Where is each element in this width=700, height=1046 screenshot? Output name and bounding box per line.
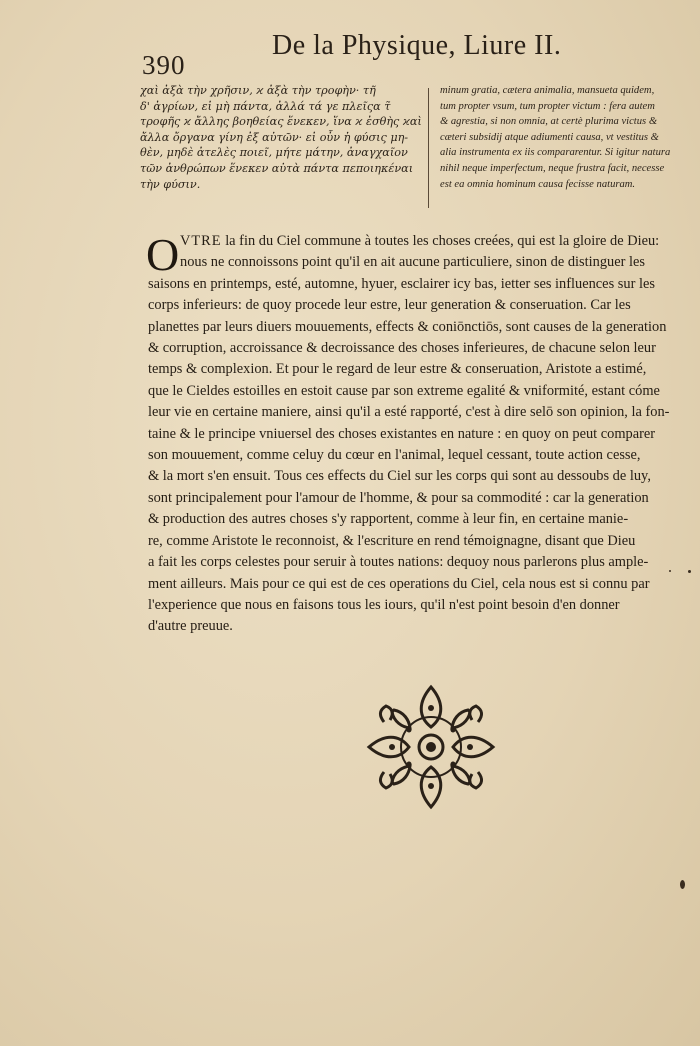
page-number: 390 <box>142 50 186 80</box>
main-line: corps inferieurs: de quoy procede leur estre, leur generation & conseruation. Car les <box>148 297 631 314</box>
main-line: que le Cieldes estoilles en estoit cause par son extreme egalité & vniformité, estant cóme <box>148 382 660 399</box>
greek-line: χαὶ ἀξὰ τὴν χρῆσιν, ϰ ἀξὰ τὴν τροφὴν· τῆ <box>140 84 376 97</box>
greek-line: θὲν, μηδὲ ἀτελὲς ποιεῖ, μήτε μάτην, ἀναγχαῖον <box>140 146 408 160</box>
latin-column <box>440 83 695 192</box>
main-line: temps & complexion. Et pour le regard de leur estre & conseruation, Aristote a estimé, <box>148 361 647 378</box>
main-line-text: la fin du Ciel commune à toutes les choses creées, qui est la gloire de Dieu: <box>225 233 660 249</box>
main-line: & la mort s'en ensuit. Tous ces effects du Ciel sur les corps qui sont au dessoubs de luy, <box>148 468 651 485</box>
latin-line: nihil neque imperfectum, neque frustra facit, necesse <box>440 162 665 174</box>
latin-line: est ea omnia hominum causa fecisse naturam. <box>440 178 636 190</box>
greek-line: δ' ἀγρίων, εἰ μὴ πάντα, ἀλλά τά γε πλεῖςα τ̃ <box>140 99 391 113</box>
main-line: sont principalement pour l'amour de l'homme, & pour sa commodité : car la generation <box>148 489 649 506</box>
main-line: leur vie en certaine maniere, ainsi qu'il a esté rapporté, c'est à dire selō son opinion, la fon- <box>148 404 670 421</box>
latin-line: alia instrumenta ex iis compararentur. Si igitur natura <box>440 147 671 159</box>
main-line: a fait les corps celestes pour seruir à toutes nations: dequoy nous parlerons plus ample- <box>148 554 649 571</box>
main-line: nous ne connoissons point qu'il en ait aucune particuliere, sinon de distinguer les <box>180 254 645 271</box>
main-paragraph <box>148 231 693 638</box>
first-word: VTRE <box>180 233 222 249</box>
main-line: re, comme Aristote le reconnoist, & l'escriture en rend témoignagne, disant que Dieu <box>148 532 636 549</box>
main-line: saisons en printemps, esté, automne, hyuer, esclairer icy bas, ietter ses influences sur les <box>148 275 655 292</box>
main-line: ment ailleurs. Mais pour ce qui est de ces operations du Ciel, cela nous est si connu par <box>148 575 650 592</box>
ink-speck <box>680 880 685 889</box>
main-line: taine & le principe vniuersel des choses existantes en nature : en quoy on peut comparer <box>148 425 656 442</box>
ink-speck <box>688 570 691 573</box>
latin-line: tum propter vsum, tum propter victum : fera autem <box>440 100 655 112</box>
greek-line: τὴν φύσιν. <box>140 177 201 191</box>
latin-line: minum gratia, cætera animalia, mansueta quidem, <box>440 85 655 96</box>
greek-line: τῶν ἀνθρώπων ἕνεκεν αὐτὰ πάντα πεποιηκέναι <box>140 161 414 175</box>
greek-column <box>140 83 422 192</box>
latin-line: & agrestia, si non omnia, at certè plurima victus & <box>440 116 658 128</box>
main-line: l'experience que nous en faisons tous les iours, qu'il n'est point besoin d'en donner <box>148 596 620 613</box>
column-divider <box>428 88 429 208</box>
ink-speck <box>669 570 671 572</box>
running-title: De la Physique, Liure II. <box>272 30 562 61</box>
latin-line: cæteri subsidij atque adiumenti causa, vt vestitus & <box>440 131 659 143</box>
greek-line: τροφῆς ϰ ἄλλης βοηθείας ἕνεκεν, ἵνα ϰ ἐσθὴς ϰαὶ <box>140 115 422 129</box>
page-header <box>0 0 700 80</box>
main-line <box>148 231 693 252</box>
main-line: & corruption, accroissance & decroissance des choses inferieures, de chacune selon leur <box>148 340 656 357</box>
drop-cap-letter: O <box>146 229 180 280</box>
greek-line: ἄλλα ὄργανα γίνη ἐξ αὐτῶν· εἰ οὖν ἡ φύσις μη- <box>140 130 409 144</box>
main-line: planettes par leurs diuers mouuements, effects & coniōnctiōs, sont causes de la generation <box>148 318 667 335</box>
main-line: son mouuement, comme celuy du cœur en l'animal, lequel cessant, toute action cesse, <box>148 447 641 464</box>
main-line: d'autre preuue. <box>148 618 233 635</box>
fleuron-ornament-icon <box>364 682 498 812</box>
main-line: & production des autres choses s'y rapportent, comme à leur fin, en certaine manie- <box>148 511 629 528</box>
